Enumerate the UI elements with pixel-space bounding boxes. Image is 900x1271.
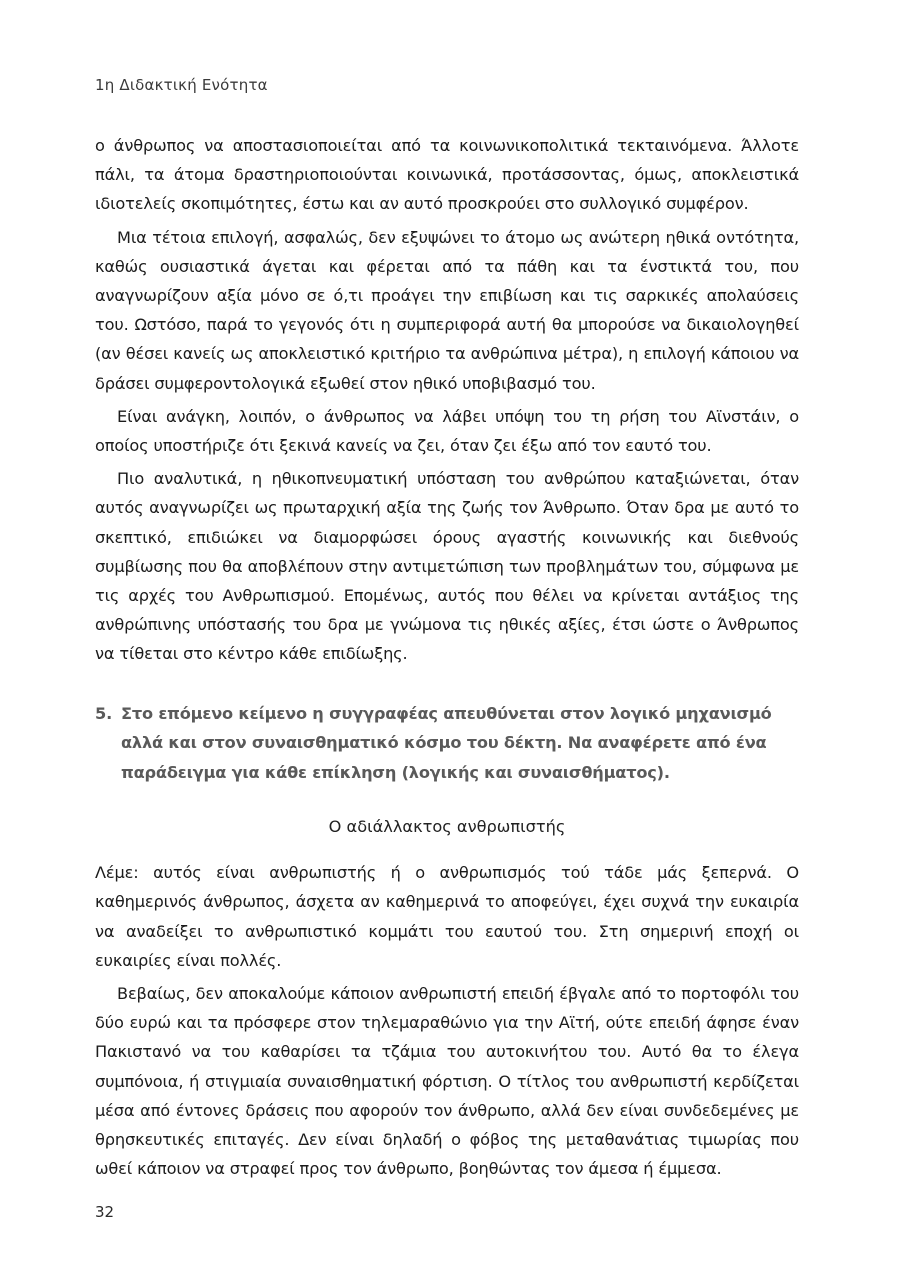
running-header: 1η Διδακτική Ενότητα xyxy=(95,76,268,94)
question-number: 5. xyxy=(95,703,113,723)
page-number: 32 xyxy=(95,1203,115,1221)
page-content xyxy=(95,131,799,1183)
excerpt-paragraph: Βεβαίως, δεν αποκαλούμε κάποιον ανθρωπιστή επειδή έβγαλε από το πορτοφόλι του δύο ευρώ και τα πρόσφερε στον τηλεμαραθώνιο για την Αϊτή, ούτε επειδή άφησε έναν Πακιστανό να του καθαρίσει τα τζάμια του αυτοκινήτου του. Αυτό θα το έλεγα συμπόνοια, ή στιγμιαία συναισθηματική φόρτιση. Ο τίτλος του ανθρωπιστή κερδίζεται μέσα από έντονες δράσεις που αφορούν τον άνθρωπο, αλλά δεν είναι συνδεδεμένες με θρησκευτικές επιταγές. Δεν είναι δηλαδή ο φόβος της μεταθανάτιας τιμωρίας που ωθεί κάποιον να στραφεί προς τον άνθρωπο, βοηθώντας τον άμεσα ή έμμεσα. xyxy=(95,983,799,1179)
body-paragraph: Πιο αναλυτικά, η ηθικοπνευματική υπόσταση του ανθρώπου καταξιώνεται, όταν αυτός αναγνωρίζει ως πρωταρχική αξία της ζωής τον Άνθρωπο. Όταν δρα με αυτό το σκεπτικό, επιδιώκει να διαμορφώσει όρους αγαστής κοινωνικής και διεθνούς συμβίωσης που θα αποβλέπουν στην αντιμετώπιση των προβλημάτων του, σύμφωνα με τις αρχές του Ανθρωπισμού. Επομένως, αυτός που θέλει να κρίνεται αντάξιος της ανθρώπινης υπόστασής του δρα με γνώμονα τις ηθικές αξίες, έτσι ώστε ο Άνθρωπος να τίθεται στο κέντρο κάθε επιδίωξης. xyxy=(95,469,799,664)
exercise-question xyxy=(95,699,799,788)
body-paragraph: Μια τέτοια επιλογή, ασφαλώς, δεν εξυψώνει το άτομο ως ανώτερη ηθικά οντότητα, καθώς ουσιαστικά άγεται και φέρεται από τα πάθη και τα ένστικτά του, που αναγνωρίζουν αξία μόνο σε ό,τι προάγει την επιβίωση και τις σαρκικές απολαύσεις του. Ωστόσο, παρά το γεγονός ότι η συμπεριφορά αυτή θα μπορούσε να δικαιολογηθεί (αν θέσει κανείς ως αποκλειστικό κριτήριο τα ανθρώπινα μέτρα), η επιλογή κάποιου να δράσει συμφεροντολογικά εξωθεί στον ηθικό υποβιβασμό του. xyxy=(95,227,799,393)
excerpt-paragraph: Λέμε: αυτός είναι ανθρωπιστής ή ο ανθρωπισμός τού τάδε μάς ξεπερνά. Ο καθημερινός άνθρωπος, άσχετα αν καθημερινά το αποφεύγει, έχει συχνά την ευκαιρία να αναδείξει το ανθρωπιστικό κομμάτι του εαυτού του. Στη σημερινή εποχή οι ευκαιρίες είναι πολλές. xyxy=(95,863,799,970)
question-text: Στο επόμενο κείμενο η συγγραφέας απευθύνεται στον λογικό μηχανισμό αλλά και στον συναισθηματικό κόσμο του δέκτη. Να αναφέρετε από ένα παράδειγμα για κάθε επίκληση (λογικής και συναισθήματος). xyxy=(121,703,772,782)
excerpt-title: Ο αδιάλλακτος ανθρωπιστής xyxy=(328,817,566,837)
body-paragraph: Είναι ανάγκη, λοιπόν, ο άνθρωπος να λάβει υπόψη του τη ρήση του Αϊνστάιν, ο οποίος υποστήριζε ότι ξεκινά κανείς να ζει, όταν ζει έξω από τον εαυτό του. xyxy=(95,406,799,456)
body-paragraph: ο άνθρωπος να αποστασιοποιείται από τα κοινωνικοπολιτικά τεκταινόμενα. Άλλοτε πάλι, τα άτομα δραστηριοποιούνται κοινωνικά, προτάσσοντας, όμως, αποκλειστικά ιδιοτελείς σκοπιμότητες, έστω και αν αυτό προσκρούει στο συλλογικό συμφέρον. xyxy=(95,136,799,214)
